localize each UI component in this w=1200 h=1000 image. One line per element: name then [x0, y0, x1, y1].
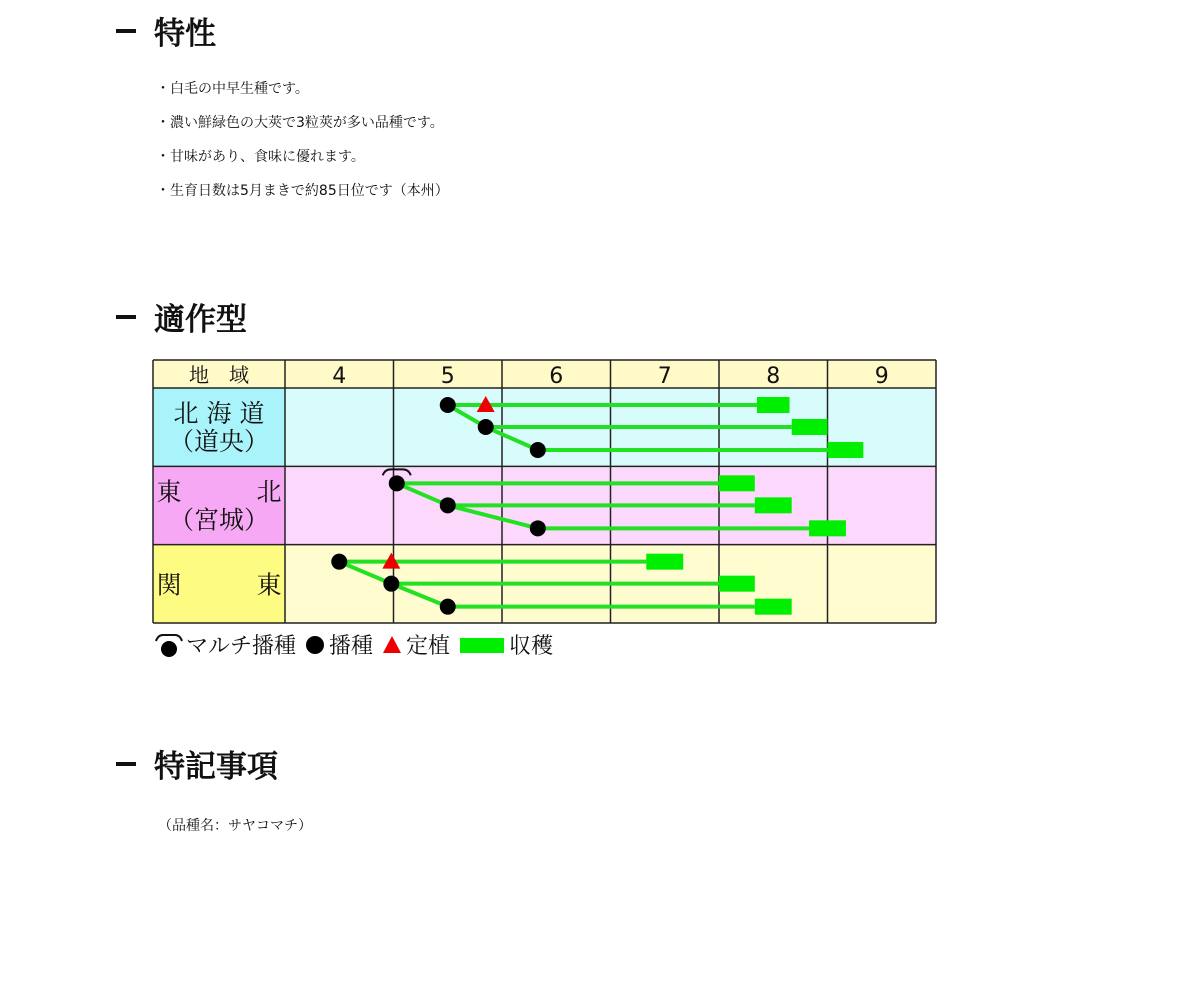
region-name: 北 海 道	[173, 399, 265, 428]
features-title: 特性	[154, 16, 216, 52]
sowing-dot	[389, 475, 405, 491]
region-sub: （道央）	[168, 427, 270, 456]
month-header-9: 9	[874, 364, 889, 389]
region-sub: （宮城）	[168, 505, 270, 535]
month-header-8: 8	[766, 364, 781, 389]
harvest-bar	[809, 520, 846, 536]
harvest-bar	[828, 442, 864, 458]
month-header-6: 6	[549, 364, 564, 389]
sowing-dot-icon	[304, 631, 326, 659]
sowing-dot	[331, 554, 347, 570]
sowing-dot	[440, 397, 456, 413]
notes-title: 特記事項	[154, 749, 278, 785]
sowing-dot	[440, 497, 456, 513]
harvest-bar	[757, 397, 790, 413]
feature-item: ・生育日数は5月まきで約85日位です（本州）	[156, 183, 449, 199]
harvest-bar	[755, 599, 792, 615]
region-name: 関 東	[156, 570, 282, 600]
legend-sowing: 播種	[304, 629, 373, 660]
header-region-label: 地 域	[189, 363, 249, 387]
month-header-5: 5	[440, 364, 455, 389]
sowing-dot	[440, 599, 456, 615]
chart-legend	[153, 629, 561, 660]
feature-item: ・甘味があり、食味に優れます。	[156, 149, 365, 165]
dash-icon	[116, 762, 136, 766]
sowing-dot	[530, 520, 546, 536]
harvest-bar	[719, 475, 755, 491]
harvest-bar	[646, 554, 683, 570]
harvest-bar-icon	[458, 631, 506, 659]
legend-mulch-sowing: マルチ播種	[153, 629, 296, 660]
harvest-bar	[719, 576, 755, 592]
header-row	[153, 360, 936, 388]
harvest-bar	[792, 419, 828, 435]
harvest-bar	[755, 497, 792, 513]
month-header-7: 7	[657, 364, 672, 389]
legend-harvest: 収穫	[458, 629, 553, 660]
section-title-notes	[116, 741, 278, 786]
transplant-triangle-icon	[381, 631, 403, 659]
legend-transplant: 定植	[381, 629, 450, 660]
cropping-title: 適作型	[154, 302, 247, 338]
sowing-dot	[478, 419, 494, 435]
feature-item: ・濃い鮮緑色の大莢で3粒莢が多い品種です。	[156, 115, 444, 131]
sowing-dot	[530, 442, 546, 458]
variety-name-note: （品種名：サヤコマチ）	[158, 818, 312, 834]
region-name: 東 北	[156, 477, 282, 507]
month-header-4: 4	[332, 364, 347, 389]
feature-item: ・白毛の中早生種です。	[156, 81, 309, 97]
sowing-dot	[383, 576, 399, 592]
mulch-sowing-icon	[153, 631, 183, 659]
